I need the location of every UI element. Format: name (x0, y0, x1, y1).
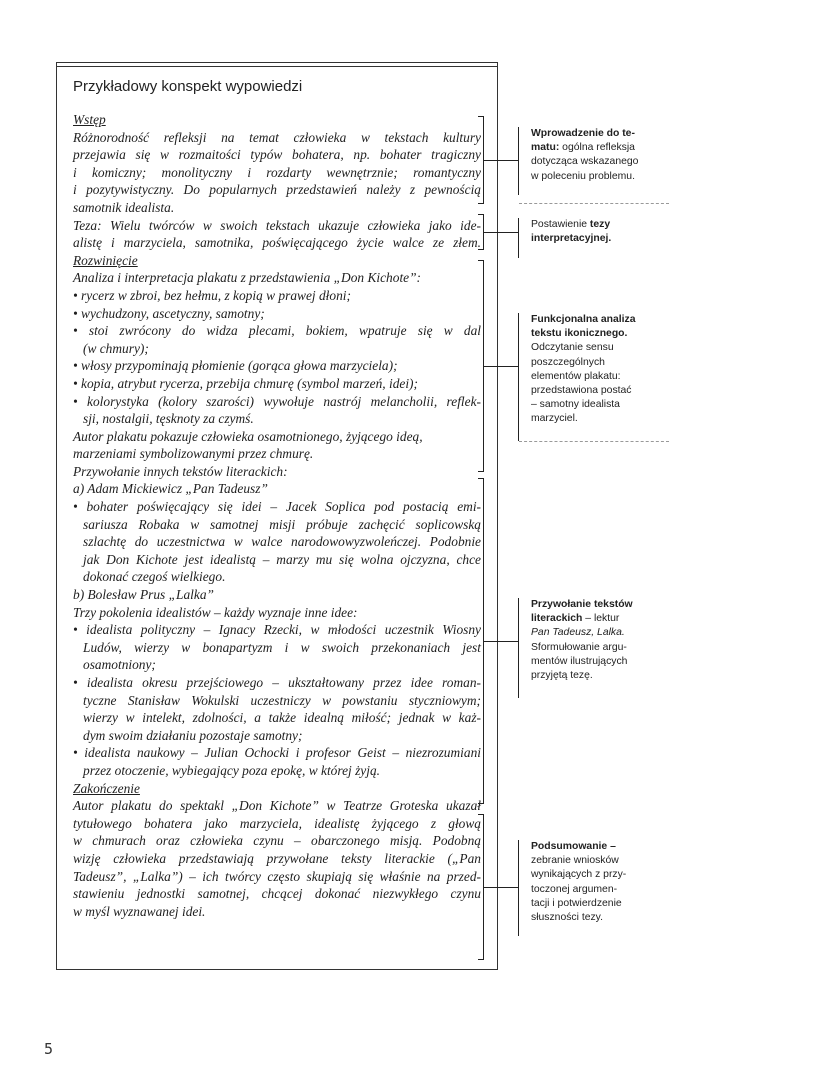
note-bold-text: matu: (531, 142, 560, 154)
section-heading-rozwiniecie: Rozwinięcie (73, 252, 138, 268)
bracket-connector (484, 887, 518, 888)
bullet-continuation: sji, nostalgii, tęsknoty za czymś. (83, 411, 254, 427)
body-line: i pozytywistyczny. Do popularnych przedstawień należy z pewnością (73, 182, 481, 198)
note-text: słuszności tezy. (531, 912, 603, 924)
body-line: Autor plakatu do spektakl „Don Kichote” w Teatrze Groteska ukazał (73, 798, 481, 814)
page-number: 5 (44, 1040, 54, 1058)
bullet-continuation: dym swoim działaniu pozostaje samotny; (83, 727, 303, 743)
bullet-item: • idealista polityczny – Ignacy Rzecki, w młodości uczestnik Wiosny (73, 622, 481, 638)
note-bold-text: interpretacyjnej. (531, 233, 612, 245)
note-bold-text: Funkcjonalna analiza (531, 314, 636, 325)
note-divider (519, 441, 669, 442)
note-text: przyjętą tezę. (531, 670, 593, 682)
note-text: ogólna refleksja (559, 142, 635, 154)
body-line: stawieniu jednostki samotnej, chcącej dokonać niezwykłego czynu (73, 886, 481, 902)
body-line: Autor plakatu pokazuje człowieka osamotnionego, żyjącego ideą, (73, 428, 423, 444)
bracket-connector (484, 366, 518, 367)
body-line: marzeniami symbolizowanymi przez chmurę. (73, 446, 314, 462)
note-intro (518, 127, 658, 195)
body-line: samotnik idealista. (73, 199, 175, 215)
section-heading-wstep: Wstęp (73, 112, 106, 127)
note-text: toczonej argumen- (531, 883, 618, 895)
bullet-continuation: (w chmury); (83, 340, 149, 356)
note-text: Odczytanie sensu (531, 342, 614, 354)
body-line: wizję człowieka przedstawiają przywołane teksty literackie („Pan (73, 850, 481, 866)
note-bold-text: tezy (589, 219, 611, 230)
body-line: w chmurach oraz człowieka czynu – obarczonego misją. Podobną (73, 833, 481, 849)
bullet-continuation: osamotniony; (83, 657, 156, 673)
body-line: a) Adam Mickiewicz „Pan Tadeusz” (73, 481, 268, 497)
note-text: elementów plakatu: (531, 370, 621, 382)
note-summary (518, 840, 658, 936)
bullet-continuation: przez otoczenie, wybiegający poza epokę, w której żyją. (83, 762, 380, 778)
bracket-connector (484, 160, 518, 161)
bullet-item: • kopia, atrybut rycerza, przebija chmurę (symbol marzeń, idei); (73, 375, 418, 391)
body-line: przejawia się w rozmaitości typów bohatera, np. bohater tragiczny (73, 147, 481, 163)
bullet-continuation: tyczne Stanisław Wokulski uczestniczy w powstaniu styczniowym; (83, 692, 481, 708)
note-bold-text: literackich (531, 613, 583, 625)
note-bold-text: Przywołanie tekstów (531, 599, 633, 610)
body-line: Przywołanie innych tekstów literackich: (73, 463, 288, 479)
note-literary (518, 598, 658, 698)
note-text: dotycząca wskazanego (531, 156, 639, 168)
bullet-item: • kolorystyka (kolory szarości) wywołuje nastrój melancholii, reflek- (73, 393, 481, 409)
note-text: mentów ilustrujących (531, 655, 628, 667)
bracket-connector (484, 641, 518, 642)
body-line: b) Bolesław Prus „Lalka” (73, 587, 214, 603)
note-text: przedstawiona postać (531, 385, 632, 397)
note-text: w poleceniu problemu. (531, 170, 635, 182)
bullet-item: • bohater poświęcający się idei – Jacek Soplica pod postacią emi- (73, 499, 481, 515)
note-text: – lektur (582, 613, 620, 625)
note-text: – samotny idealista (531, 399, 620, 411)
bullet-continuation: dokonać czegoś wielkiego. (83, 569, 226, 585)
body-line: Analiza i interpretacja plakatu z przedstawienia „Don Kichote”: (73, 270, 422, 286)
body-line: Trzy pokolenia idealistów – każdy wyznaje inne idee: (73, 604, 358, 620)
note-bold-text: Wprowadzenie do te- (531, 128, 635, 139)
section-heading-zakonczenie: Zakończenie (73, 780, 140, 796)
note-bold-text: tekstu ikonicznego. (531, 328, 628, 340)
body-line: Różnorodność refleksji na temat człowieka w tekstach kultury (73, 129, 481, 145)
note-text: Sformułowanie argu- (531, 641, 627, 653)
note-text: Postawienie (531, 219, 590, 230)
note-divider (519, 203, 669, 204)
bullet-item: • idealista okresu przejściowego – ukształtowany przez idee roman- (73, 675, 481, 690)
thesis-line: Teza: Wielu twórców w swoich tekstach ukazuje człowieka jako ide- (73, 217, 481, 233)
bullet-item: • idealista naukowy – Julian Ochocki i profesor Geist – niezrozumiani (73, 745, 481, 761)
note-text: poszczególnych (531, 356, 605, 368)
note-bold-text: Podsumowanie – (531, 841, 616, 852)
bullet-item: • wychudzony, ascetyczny, samotny; (73, 305, 265, 321)
body-line: Tadeusz”, „Lalka”) – ich twórcy często skupiają się właśnie na przed- (73, 868, 481, 884)
note-text: zebranie wniosków (531, 855, 619, 867)
note-italic-text: Pan Tadeusz, Lalka. (531, 627, 625, 639)
note-thesis (518, 218, 658, 258)
body-line: w myśl wyznawanej idei. (73, 903, 206, 919)
note-text: marzyciel. (531, 413, 578, 425)
outline-title: Przykładowy konspekt wypowiedzi (73, 78, 303, 95)
bullet-continuation: sariusza Robaka w samotnej misji próbuje zachęcić soplicowską (83, 516, 481, 532)
bullet-item: • stoi zwrócony do widza plecami, bokiem, wpatruje się w dal (73, 323, 481, 339)
outline-body (73, 111, 481, 920)
bullet-item: • włosy przypominają płomienie (gorąca głowa marzyciela); (73, 358, 398, 374)
thesis-line: alistę i marzyciela, samotnika, poświęcającego życie walce ze złem. (73, 235, 481, 251)
note-analysis (518, 313, 658, 441)
bullet-continuation: szlachtę do uczestnictwa w walce narodowowyzwoleńczej. Podobnie (83, 534, 481, 550)
body-line: i komiczny; monolityczny i rozdarty wewnętrznie; romantyczny (73, 164, 481, 180)
bullet-continuation: wierzy w intelekt, zdolności, a także idealną miłość; jednak w każ- (83, 710, 481, 726)
bullet-item: • rycerz w zbroi, bez hełmu, z kopią w prawej dłoni; (73, 287, 351, 303)
note-text: wynikających z przy- (531, 869, 627, 881)
note-text: tacji i potwierdzenie (531, 897, 622, 909)
bullet-continuation: jak Don Kichote jest idealistą – marzy mu się wolna ojczyzna, chce (83, 551, 481, 567)
bracket-connector (484, 232, 518, 233)
bullet-continuation: Ludów, wierzy w bonapartyzm i w swoich przekonaniach jest (83, 639, 481, 655)
body-line: tytułowego bohatera jako marzyciela, idealistę żyjącego z głową (73, 815, 481, 831)
